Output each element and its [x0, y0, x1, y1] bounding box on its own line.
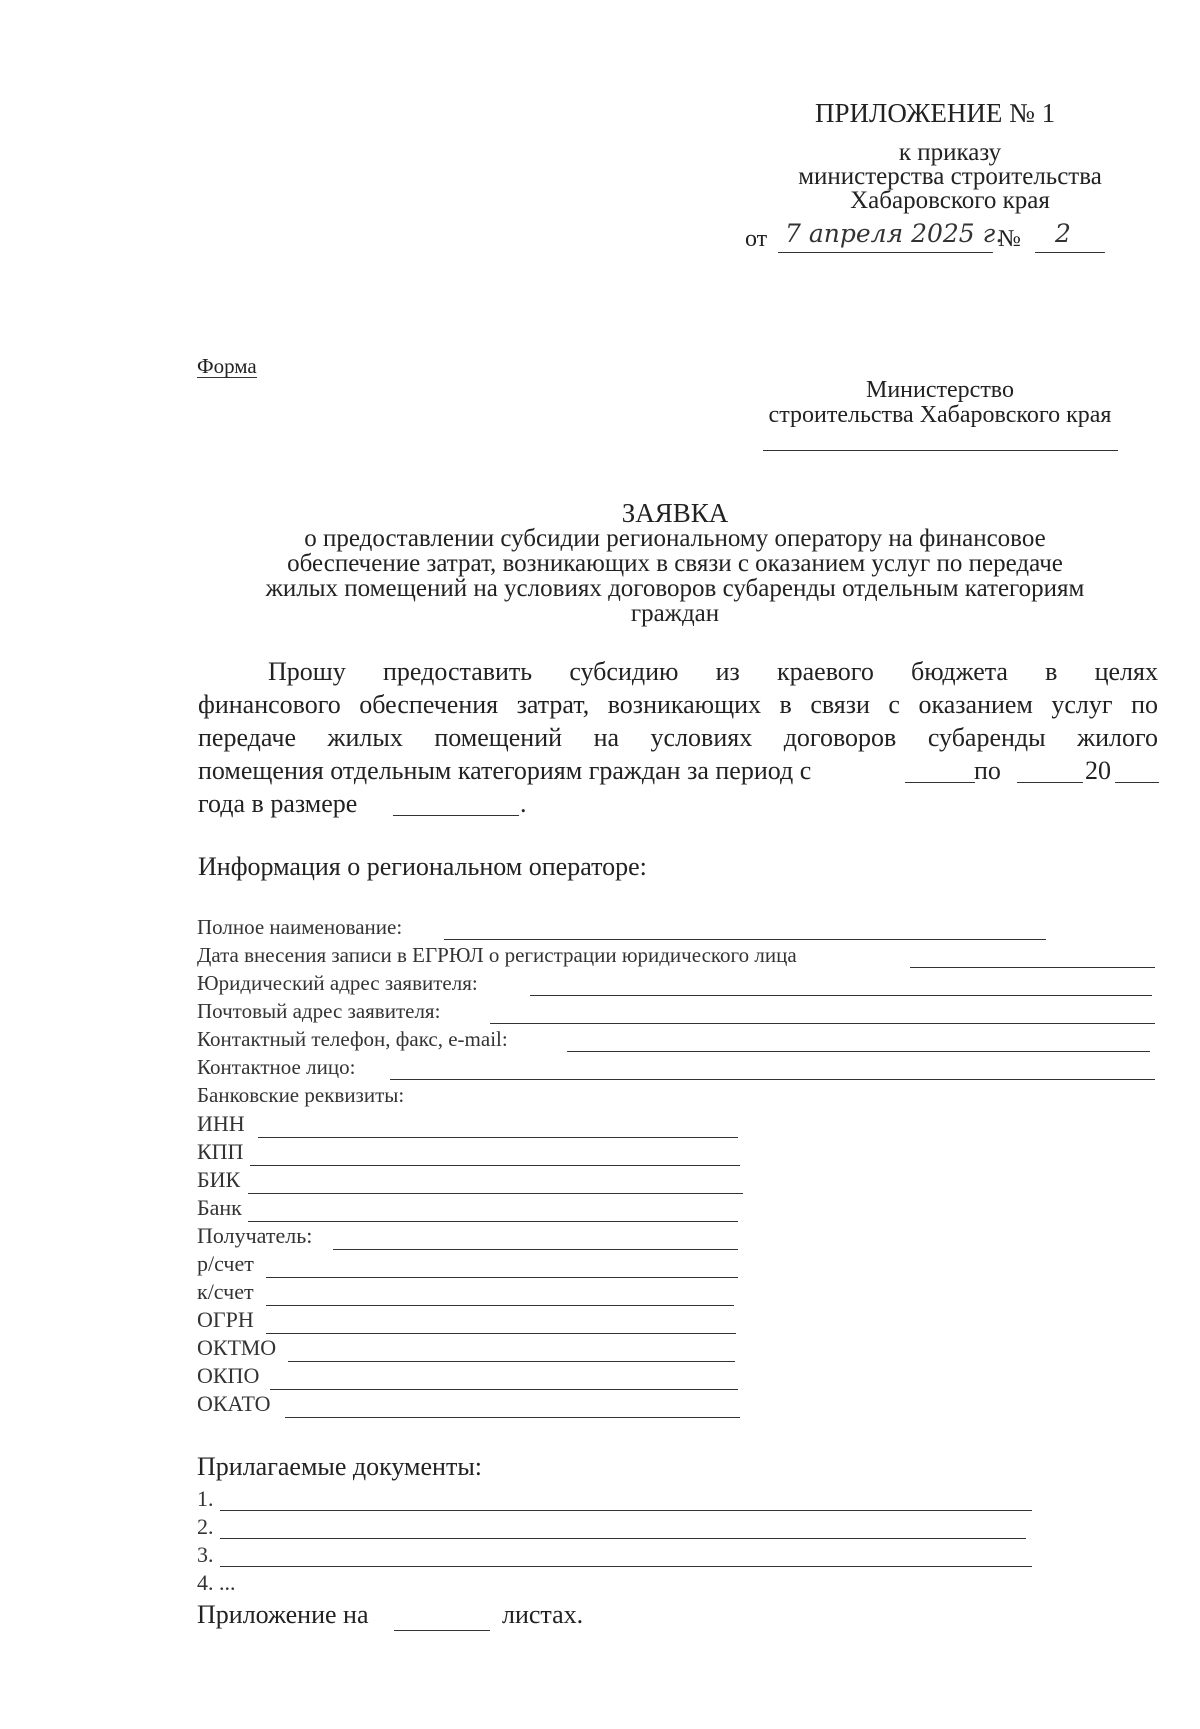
field-contact-person-label: Контактное лицо:: [197, 1055, 356, 1079]
bank-account-label: р/счет: [197, 1251, 254, 1276]
bank-account-blank[interactable]: [266, 1277, 738, 1278]
bank-name-blank[interactable]: [248, 1221, 738, 1222]
form-label: Форма: [197, 354, 257, 378]
document-subtitle-line4: граждан: [630, 600, 720, 627]
bank-ogrn-blank[interactable]: [266, 1333, 736, 1334]
appendix-title: ПРИЛОЖЕНИЕ № 1: [815, 98, 1056, 128]
bank-okato-label: ОКАТО: [197, 1391, 271, 1416]
bank-details-heading: Банковские реквизиты:: [197, 1083, 405, 1107]
field-contact-phone-label: Контактный телефон, факс, e-mail:: [197, 1027, 508, 1051]
field-postal-address-blank[interactable]: [490, 1023, 1155, 1024]
order-date-underline: [778, 252, 993, 253]
attached-documents-heading: Прилагаемые документы:: [197, 1452, 483, 1481]
bank-recipient-blank[interactable]: [333, 1249, 738, 1250]
order-ref-line2: министерства строительства: [798, 163, 1102, 190]
attached-doc-1-blank[interactable]: [220, 1510, 1032, 1511]
field-egrul-date-label: Дата внесения записи в ЕГРЮЛ о регистрации юридического лица: [197, 943, 797, 967]
appendix-sheets-text: Приложение на: [197, 1600, 369, 1629]
document-subtitle-line2: обеспечение затрат, возникающих в связи с оказанием услуг по передаче: [287, 550, 1063, 577]
field-full-name-blank[interactable]: [444, 939, 1046, 940]
field-legal-address-blank[interactable]: [530, 995, 1152, 996]
request-line1: Прошу предоставить субсидию из краевого бюджета в целях: [268, 657, 1158, 686]
field-full-name-label: Полное наименование:: [197, 915, 403, 939]
request-line5-text: года в размере: [198, 789, 358, 818]
order-number-handwritten: 2: [1055, 219, 1071, 248]
document-title: ЗАЯВКА: [621, 498, 729, 528]
attached-doc-2-blank[interactable]: [220, 1538, 1026, 1539]
addressee-underline: [763, 450, 1118, 451]
bank-name-label: Банк: [197, 1195, 242, 1220]
order-ref-line1: к приказу: [898, 139, 1002, 166]
request-line2: финансового обеспечения затрат, возникающих в связи с оказанием услуг по: [198, 690, 1158, 719]
bank-okato-blank[interactable]: [285, 1417, 740, 1418]
amount-blank[interactable]: [393, 815, 519, 816]
appendix-sheets-blank[interactable]: [394, 1630, 490, 1631]
bank-kpp-label: КПП: [197, 1139, 244, 1164]
period-to-label: по: [974, 756, 1001, 785]
bank-bik-blank[interactable]: [248, 1193, 743, 1194]
bank-bik-label: БИК: [197, 1167, 241, 1192]
order-ref-line3: Хабаровского края: [850, 187, 1050, 214]
bank-ogrn-label: ОГРН: [197, 1307, 254, 1332]
field-egrul-date-blank[interactable]: [910, 967, 1155, 968]
field-contact-phone-blank[interactable]: [567, 1051, 1150, 1052]
bank-kpp-blank[interactable]: [250, 1165, 740, 1166]
period-year-prefix: 20: [1085, 756, 1111, 785]
operator-info-heading: Информация о региональном операторе:: [198, 852, 647, 881]
appendix-sheets-suffix: листах.: [502, 1600, 584, 1629]
field-contact-person-blank[interactable]: [390, 1079, 1155, 1080]
document-subtitle-line3: жилых помещений на условиях договоров субаренды отдельным категориям: [265, 575, 1085, 602]
bank-corr-account-label: к/счет: [197, 1279, 254, 1304]
order-number-underline: [1035, 252, 1105, 253]
attached-doc-1-label: 1.: [197, 1486, 214, 1511]
order-date-label: от: [745, 226, 768, 252]
order-number-label: №: [998, 226, 1021, 252]
addressee-line1: Министерство: [866, 377, 1014, 403]
bank-inn-blank[interactable]: [258, 1137, 738, 1138]
bank-oktmo-blank[interactable]: [288, 1361, 735, 1362]
bank-okpo-blank[interactable]: [270, 1389, 738, 1390]
order-date-handwritten: 7 апреля 2025 г.: [785, 219, 1004, 248]
document-subtitle-line1: о предоставлении субсидии региональному оператору на финансовое: [304, 525, 1046, 552]
period-end-blank[interactable]: [1017, 782, 1083, 783]
field-postal-address-label: Почтовый адрес заявителя:: [197, 999, 441, 1023]
bank-oktmo-label: ОКТМО: [197, 1335, 277, 1360]
attached-doc-3-label: 3.: [197, 1542, 214, 1567]
addressee-line2: строительства Хабаровского края: [768, 402, 1112, 428]
bank-inn-label: ИНН: [197, 1111, 245, 1136]
request-line3: передаче жилых помещений на условиях договоров субаренды жилого: [198, 723, 1158, 752]
bank-corr-account-blank[interactable]: [266, 1305, 734, 1306]
bank-recipient-label: Получатель:: [197, 1223, 313, 1248]
field-legal-address-label: Юридический адрес заявителя:: [197, 971, 478, 995]
request-line5-period: .: [520, 789, 527, 818]
attached-doc-4-label: 4. ...: [197, 1570, 236, 1595]
request-line4-text: помещения отдельным категориям граждан за период с: [198, 756, 812, 785]
period-year-blank[interactable]: [1115, 782, 1159, 783]
bank-okpo-label: ОКПО: [197, 1363, 260, 1388]
period-start-blank[interactable]: [905, 782, 975, 783]
attached-doc-3-blank[interactable]: [220, 1566, 1032, 1567]
attached-doc-2-label: 2.: [197, 1514, 214, 1539]
